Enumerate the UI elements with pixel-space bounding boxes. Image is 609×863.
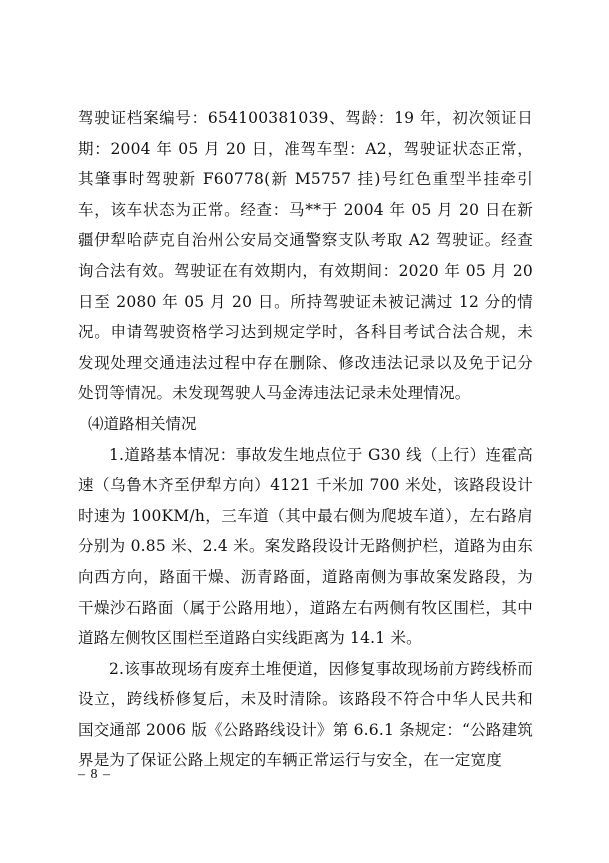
paragraph-road-dirt-pile: 2.该事故现场有废弃土堆便道，因修复事故现场前方跨线桥而设立，跨线桥修复后，未及时清除。该路段不符合中华人民共和国交通部 2006 版《公路路线设计》第 6.6.1 条规定：“公路建筑界是为了保证公路上规定的车辆正常运行与安全，在一定宽度: [78, 659, 533, 770]
page-number: – 8 –: [78, 767, 111, 782]
paragraph-road-basic: 1.道路基本情况：事故发生地点位于 G30 线（上行）连霍高速（乌鲁木齐至伊犁方向）4121 千米加 700 米处，该路段设计时速为 100KM/h，三车道（其中最右侧为爬坡车道），左右路肩分别为 0.85 米、2.4 米。案发路段设计无路侧护栏，道路为由东向西方向，路面干燥、沥青路面，道路南侧为事故案发路段，为干燥沙石路面（属于公路用地），道路左右两侧有牧区围栏，其中道路左侧牧区围栏至道路白实线距离为 14.1 米。: [78, 445, 533, 648]
section-heading-road: ⑷道路相关情况: [88, 414, 197, 433]
document-body: [78, 103, 533, 776]
paragraph-driver-license: 驾驶证档案编号：654100381039、驾龄：19 年，初次领证日期：2004 年 05 月 20 日，准驾车型：A2，驾驶证状态正常，其肇事时驾驶新 F60778(新 M5757 挂)号红色重型半挂牵引车，该车状态为正常。经查：马**于 2004 年 05 月 20 日在新疆伊犁哈萨克自治州公安局交通警察支队考取 A2 驾驶证。经查询合法有效。驾驶证在有效期内，有效期间：2020 年 05 月 20 日至 2080 年 05 月 20 日。所持驾驶证未被记满过 12 分的情况。申请驾驶资格学习达到规定学时，各科目考试合法合规，未发现处理交通违法过程中存在删除、修改违法记录以及免于记分处罚等情况。未发现驾驶人马金涛违法记录未处理情况。: [78, 109, 533, 403]
